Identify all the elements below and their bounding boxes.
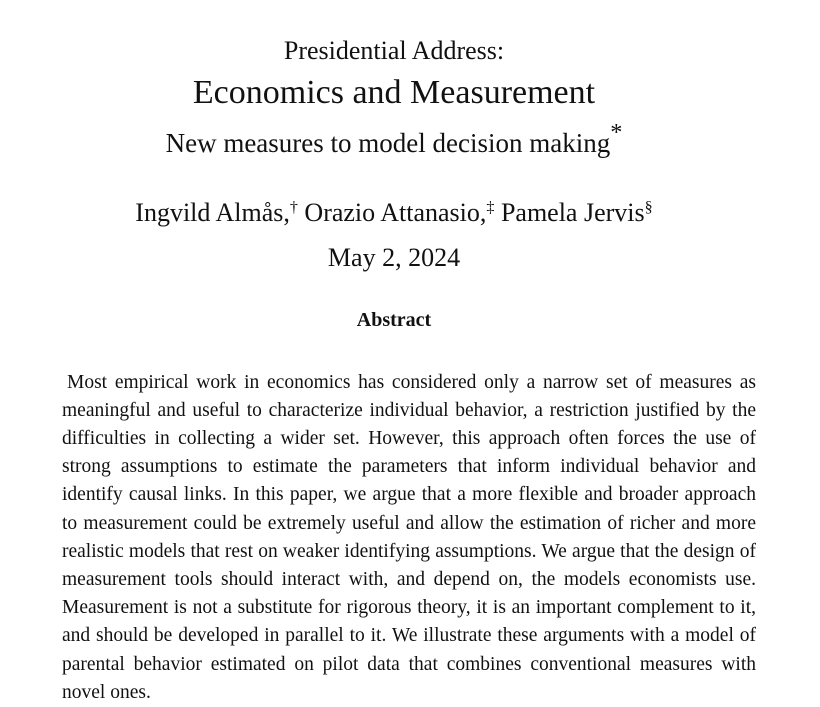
author-list [0,198,788,228]
paper-subtitle: New measures to model decision making [165,128,611,158]
paper-date: May 2, 2024 [327,243,461,272]
paper-subtitle-line [0,118,788,159]
subtitle-footnote-mark: * [610,118,623,146]
author-footnote-mark: † [289,199,298,217]
paper-title-prefix: Presidential Address: [283,36,505,65]
abstract-heading: Abstract [356,309,432,331]
abstract-text: Most empirical work in economics has considered only a narrow set of measures as meaningful and useful to characterize individual behavior, a restriction justified by the difficulties in collecting a wider set. However, this approach often forces the use of strong assumptions to estimate the parameters that inform individual behavior and identify causal links. In this paper, we argue that a more flexible and broader approach to measurement could be extremely useful and allow the estimation of richer and more realistic models that rest on weaker identifying assumptions. We argue that the design of measurement tools should interact with, and depend on, the models economists use. Measurement is not a substitute for rigorous theory, it is an important complement to it, and should be developed in parallel to it. We illustrate these arguments with a model of parental behavior estimated on pilot data that combines conventional measures with novel ones. [62,371,756,703]
author-name: Pamela Jervis [500,198,645,227]
paper-title: Economics and Measurement [192,74,596,111]
author-footnote-mark: § [644,199,653,217]
author-name: Orazio Attanasio, [304,198,487,227]
author-name: Ingvild Almås, [135,198,290,227]
author-footnote-mark: ‡ [486,199,495,217]
